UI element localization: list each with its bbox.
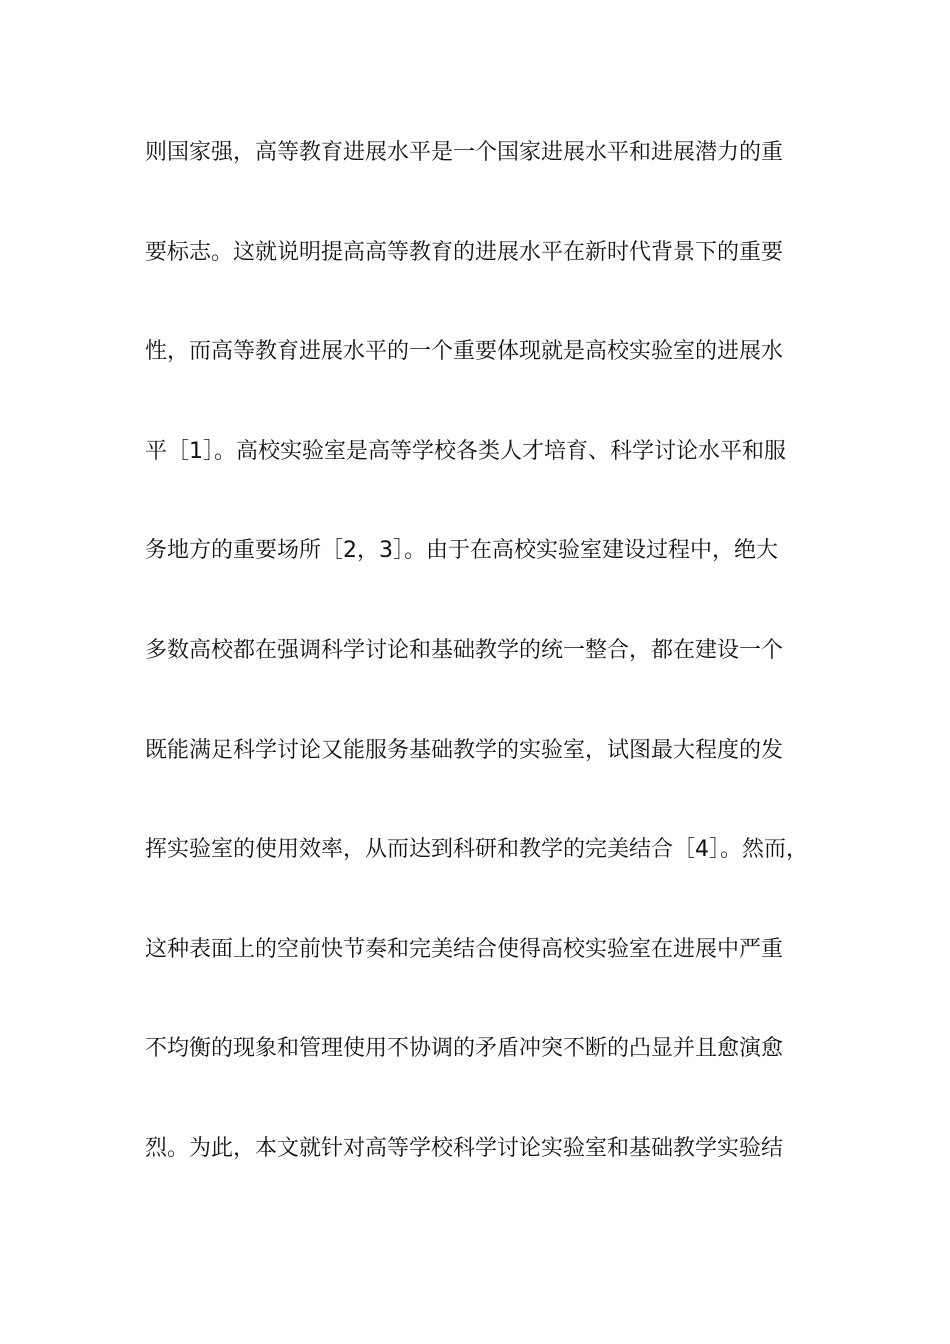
body-text <box>145 129 825 1225</box>
text-line-5: 务地方的重要场所［2，3］。由于在高校实验室建设过程中，绝大 <box>145 538 778 564</box>
text-line-7: 既能满足科学讨论又能服务基础教学的实验室，试图最大程度的发 <box>145 737 784 763</box>
text-line-6: 多数高校都在强调科学讨论和基础教学的统一整合，都在建设一个 <box>145 637 784 663</box>
text-line-11: 烈。为此，本文就针对高等学校科学讨论实验室和基础教学实验结 <box>145 1135 784 1161</box>
text-line-2: 要标志。这就说明提高高等教育的进展水平在新时代背景下的重要 <box>145 239 784 265</box>
text-line-4: 平［1］。高校实验室是高等学校各类人才培育、科学讨论水平和服 <box>145 438 786 464</box>
text-line-3: 性，而高等教育进展水平的一个重要体现就是高校实验室的进展水 <box>145 339 784 365</box>
text-line-9: 这种表面上的空前快节奏和完美结合使得高校实验室在进展中严重 <box>145 936 784 962</box>
text-line-1: 则国家强，高等教育进展水平是一个国家进展水平和进展潜力的重 <box>145 140 784 165</box>
text-line-10: 不均衡的现象和管理使用不协调的矛盾冲突不断的凸显并且愈演愈 <box>145 1036 784 1062</box>
text-line-8: 挥实验室的使用效率，从而达到科研和教学的完美结合［4］。然而， <box>145 837 808 863</box>
